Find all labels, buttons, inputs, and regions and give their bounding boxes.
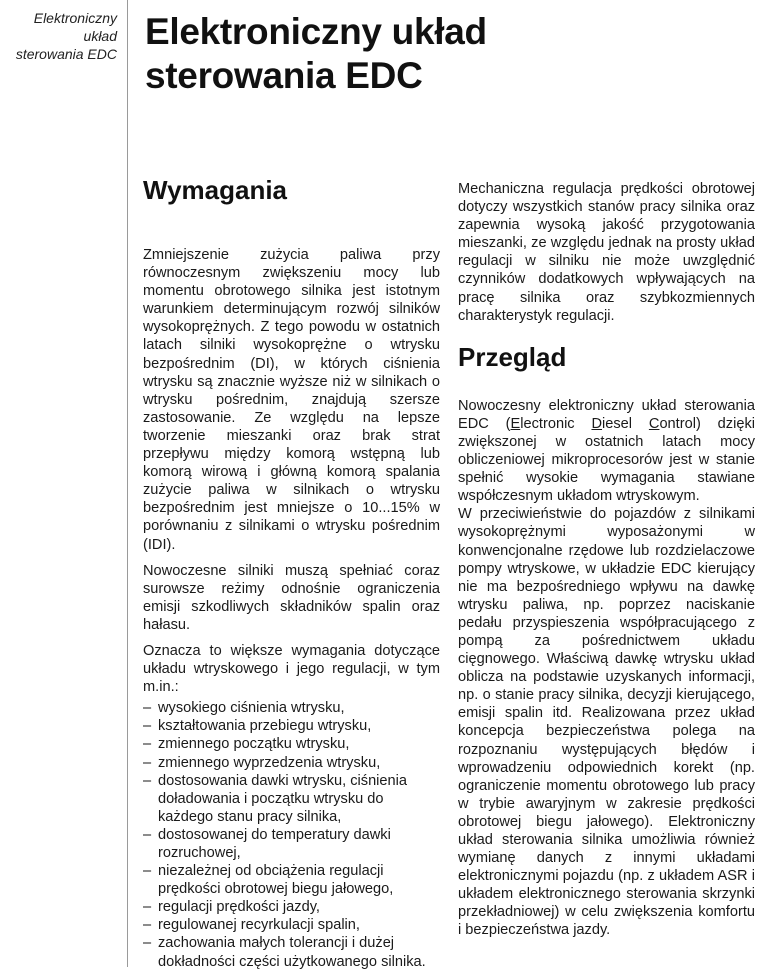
acronym-letter-c: C <box>648 415 660 432</box>
running-head-line: układ <box>83 28 117 44</box>
list-item: – kształtowania przebiegu wtrysku, <box>143 717 440 735</box>
list-item: – wysokiego ciśnienia wtrysku, <box>143 699 440 717</box>
right-column <box>458 180 755 940</box>
list-item: – zmiennego wyprzedzenia wtrysku, <box>143 754 440 772</box>
section-heading-wymagania: Wymagania <box>143 175 288 205</box>
running-head-line: Elektroniczny <box>33 10 117 26</box>
requirements-list <box>143 699 440 970</box>
acronym-letter-e: E <box>510 415 521 432</box>
vertical-divider <box>127 0 128 967</box>
list-item: – regulowanej recyrkulacji spalin, <box>143 916 440 934</box>
text-run: ) dzięki zwiększonej w ostatnich latach mocy obliczeniowej mikroprocesorów jest w stanie spełnić wysokie wymagania stawiane współczesnym układom wtryskowym. <box>458 415 755 505</box>
paragraph: Zmniejszenie zużycia paliwa przy równoczesnym zwiększeniu mocy lub momentu obrotowego silnika jest istotnym warunkiem determinującym rozwój silników wysokoprężnych. Z tego powodu w ostatnich latach silniki wysokoprężne o wtrysku bezpośrednim (DI), w których ciśnienia wtrysku są znacznie wyższe niż w silnikach o wtrysku pośrednim, znajdują szersze zastosowanie. Ze względu na lepsze tworzenie mieszanki oraz brak strat przepływu między komorą wstępną lub komorą wirową i główną komorą spalania zużycie paliwa w silnikach o wtrysku bezpośrednim jest mniejsze o 10...15% w porównaniu z silnikami o wtrysku pośrednim (IDI). <box>143 247 440 553</box>
list-item: – zmiennego początku wtrysku, <box>143 735 440 753</box>
left-column <box>143 174 440 971</box>
text-run: lectronic <box>520 415 592 432</box>
paragraph <box>458 397 755 506</box>
list-item: – zachowania małych tolerancji i dużej dokładności części użytkowanego silnika. <box>143 934 440 970</box>
text-run: iesel <box>602 415 649 432</box>
acronym-letter-d: D <box>591 415 603 432</box>
paragraph: Mechaniczna regulacja prędkości obrotowej dotyczy wszystkich stanów pracy silnika oraz zapewnia wysoką jakość przygotowania mieszanki, ze względu jednak na prosty układ regulacji w silniku nie może uwzględnić czynników dodatkowych wpływających na pracę silnika oraz szybkozmiennych charakterystyk regulacji. <box>458 181 755 324</box>
paragraph: Oznacza to większe wymagania dotyczące układu wtryskowego i jego regulacji, w tym m.in.: <box>143 642 440 696</box>
section-heading-przeglad: Przegląd <box>458 341 567 372</box>
text-run: Nowoczesny elektroniczny układ sterowania EDC ( <box>458 397 755 432</box>
running-head-line: sterowania EDC <box>15 46 117 62</box>
paragraph: W przeciwieństwie do pojazdów z silnikami wysokoprężnymi wyposażonymi w konwencjonalne rzędowe lub rozdzielaczowe pompy wtryskowe, w układzie EDC kierujący nie ma bezpośredniego wpływu na dawkę wtrysku paliwa, np. poprzez naciskanie pedału przyspieszenia współpracującego z pompą za pośrednictwem układu cięgnowego. Właściwą dawkę wtrysku układ oblicza na podstawie uzyskanych informacji, np. o stanie pracy silnika, decyzji kierującego, emisji spalin itd. Realizowana przez układ koncepcja bezpieczeństwa polega na rozpoznaniu występujących błędów i wprowadzeniu odpowiednich korekt (np. ograniczenie momentu obrotowego lub pracy w trybie awaryjnym w zakresie prędkości obrotowej biegu jałowego). Elektroniczny układ sterowania silnika umożliwia również wymianę danych z innymi układami elektronicznymi pojazdu (np. z układem ASR i układem elektronicznego sterowania skrzynki przekładniowej) w celu zwiększenia komfortu i bezpieczeństwa jazdy. <box>458 506 755 939</box>
list-item: – dostosowania dawki wtrysku, ciśnienia doładowania i początku wtrysku do każdego stanu pracy silnika, <box>143 772 440 826</box>
page-title-line: Elektroniczny układ <box>145 11 487 52</box>
running-head <box>0 9 117 63</box>
paragraph: Nowoczesne silniki muszą spełniać coraz surowsze reżimy odnośnie ograniczenia emisji szkodliwych składników spalin oraz hałasu. <box>143 562 440 633</box>
text-run: ontrol <box>659 415 696 432</box>
page-title-line: sterowania EDC <box>145 55 423 96</box>
list-item: – regulacji prędkości jazdy, <box>143 898 440 916</box>
list-item: – dostosowanej do temperatury dawki rozruchowej, <box>143 826 440 862</box>
page-title <box>145 10 745 98</box>
list-item: – niezależnej od obciążenia regulacji prędkości obrotowej biegu jałowego, <box>143 862 440 898</box>
